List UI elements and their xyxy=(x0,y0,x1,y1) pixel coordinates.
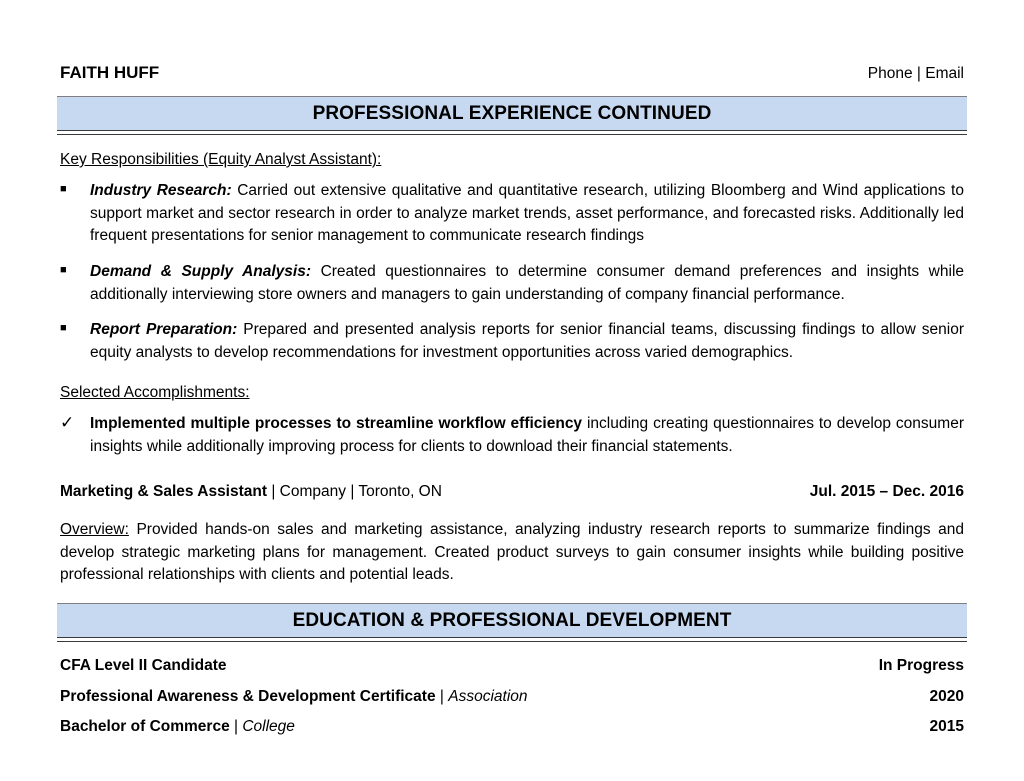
job-company: Company xyxy=(279,483,347,500)
item-label: Demand & Supply Analysis: xyxy=(90,263,312,280)
job-title: Marketing & Sales Assistant xyxy=(60,483,268,500)
list-item xyxy=(60,261,964,306)
education-status: 2020 xyxy=(929,688,964,705)
square-bullet-icon: ■ xyxy=(60,183,67,195)
overview-text: Provided hands-on sales and marketing assistance, analyzing industry research reports to summarize findings and develop strategic marketing plans for management. Created product surveys to gain consumer insights while building positive professional relationships with clients and potential leads. xyxy=(60,521,964,583)
education-separator: | xyxy=(435,688,449,705)
accomplishment-bold: Implemented multiple processes to streamline workflow efficiency xyxy=(90,415,583,432)
list-item xyxy=(60,413,964,458)
section-header-experience xyxy=(57,96,967,131)
job-row xyxy=(60,482,964,502)
education-status: 2015 xyxy=(929,718,964,735)
accomplishment-text: including creating questionnaires to develop consumer insights while additionally improving process for clients to download their financial statements. xyxy=(90,415,964,455)
education-item xyxy=(60,717,964,737)
responsibilities-list xyxy=(60,180,964,248)
overview-paragraph xyxy=(60,519,964,587)
education-name: Professional Awareness & Development Certificate xyxy=(60,688,436,705)
item-text: Prepared and presented analysis reports for senior financial teams, discussing findings to allow senior equity analysts to develop recommendations for investment opportunities across varied demographics. xyxy=(90,321,964,361)
responsibilities-list-2 xyxy=(60,261,964,306)
education-org: College xyxy=(242,718,295,735)
education-name: CFA Level II Candidate xyxy=(60,657,227,674)
overview-label: Overview: xyxy=(60,521,129,538)
responsibilities-heading: Key Responsibilities (Equity Analyst Assistant): xyxy=(60,151,382,168)
job-separator: | xyxy=(346,483,359,500)
education-name: Bachelor of Commerce xyxy=(60,718,230,735)
list-item xyxy=(60,319,964,364)
education-separator: | xyxy=(229,718,243,735)
item-label: Industry Research: xyxy=(90,182,232,199)
job-separator: | xyxy=(267,483,280,500)
item-label: Report Preparation: xyxy=(90,321,238,338)
section-title: EDUCATION & PROFESSIONAL DEVELOPMENT xyxy=(292,609,732,631)
accomplishments-list xyxy=(60,413,964,458)
education-item xyxy=(60,656,964,676)
job-dates: Jul. 2015 – Dec. 2016 xyxy=(809,483,964,500)
square-bullet-icon: ■ xyxy=(60,264,67,276)
accomplishments-heading: Selected Accomplishments: xyxy=(60,384,250,401)
resume-header xyxy=(60,63,964,83)
square-bullet-icon: ■ xyxy=(60,322,67,334)
candidate-name: FAITH HUFF xyxy=(60,63,160,82)
contact-info: Phone | Email xyxy=(867,65,964,82)
responsibilities-list-3 xyxy=(60,319,964,364)
section-title: PROFESSIONAL EXPERIENCE CONTINUED xyxy=(312,102,712,124)
education-item xyxy=(60,687,964,707)
education-status: In Progress xyxy=(878,657,964,674)
item-text: Created questionnaires to determine consumer demand preferences and insights while additionally interviewing store owners and managers to gain understanding of company financial performance. xyxy=(90,263,965,303)
job-location: Toronto, ON xyxy=(358,483,442,500)
item-text: Carried out extensive qualitative and quantitative research, utilizing Bloomberg and Wind applications to support market and sector research in order to analyze market trends, asset performance, and forecasted risks. Additionally led frequent presentations for senior management to communicate research findings xyxy=(90,182,964,244)
section-header-education xyxy=(57,603,967,638)
checkmark-icon: ✓ xyxy=(60,413,75,432)
education-org: Association xyxy=(448,688,528,705)
list-item xyxy=(60,180,964,248)
